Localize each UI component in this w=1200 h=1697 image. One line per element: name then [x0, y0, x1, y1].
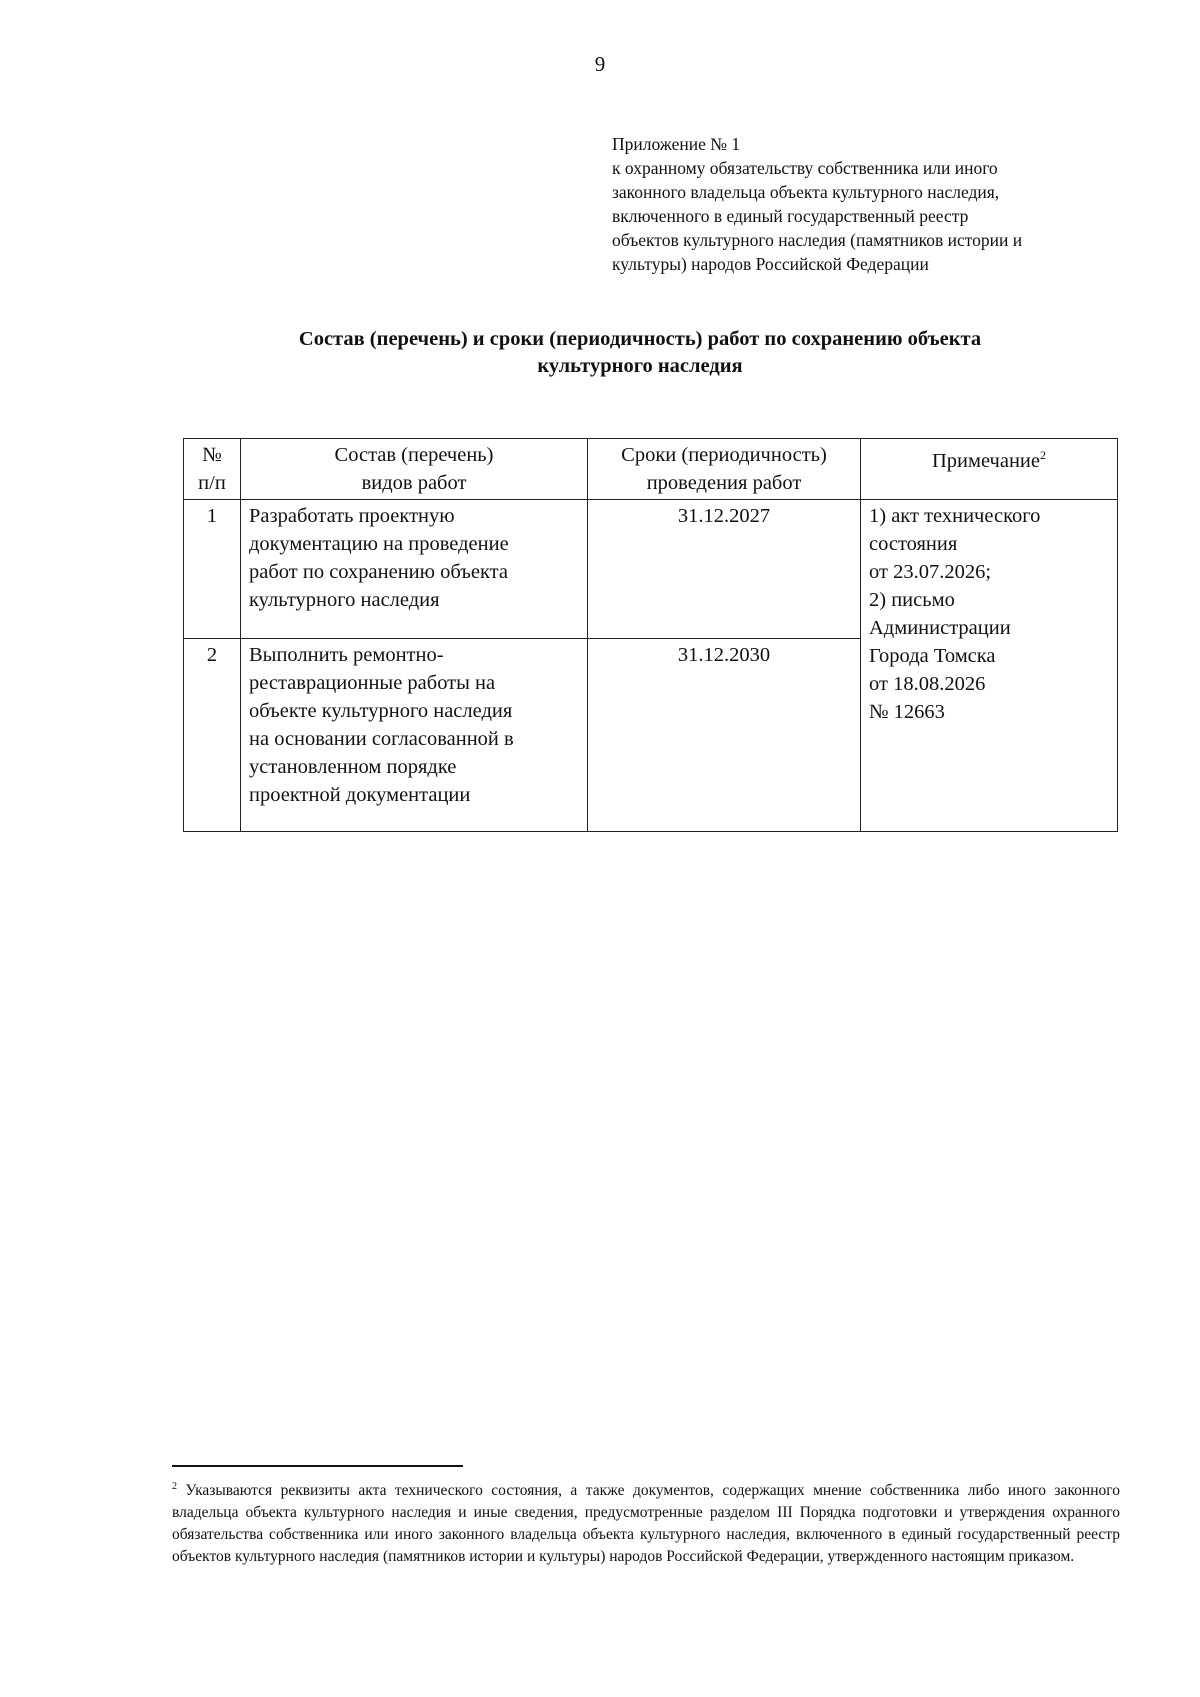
header-terms-line: Сроки (периодичность) — [621, 444, 827, 466]
note-line: Администрации — [869, 617, 1011, 639]
note-line: состояния — [869, 533, 958, 555]
composition-line: работ по сохранению объекта — [249, 561, 508, 583]
composition-line: реставрационные работы на — [249, 672, 496, 694]
header-terms — [588, 439, 861, 500]
works-table — [183, 438, 1118, 832]
header-note-label: Примечание — [931, 449, 1041, 472]
appendix-line: Приложение № 1 — [612, 134, 741, 154]
title-line: культурного наследия — [537, 355, 743, 377]
header-num — [184, 439, 241, 500]
appendix-line: включенного в единый государственный реестр — [612, 206, 969, 226]
appendix-line: к охранному обязательству собственника или иного — [612, 158, 998, 178]
header-terms-line: проведения работ — [646, 472, 802, 494]
row-num: 1 — [184, 500, 241, 639]
table-row — [184, 500, 1118, 639]
document-title — [160, 326, 1120, 380]
footnote-marker: 2 — [172, 1481, 177, 1492]
page-number: 9 — [594, 52, 606, 76]
header-note — [861, 439, 1118, 500]
note-line: 1) акт технического — [869, 505, 1041, 527]
appendix-line: объектов культурного наследия (памятников истории и — [612, 230, 1023, 250]
table-header-row — [184, 439, 1118, 500]
composition-line: Разработать проектную — [249, 505, 455, 527]
note-cell — [861, 500, 1118, 832]
appendix-line: законного владельца объекта культурного наследия, — [612, 182, 1000, 202]
row-term: 31.12.2030 — [588, 639, 861, 832]
composition-line: проектной документации — [249, 784, 471, 806]
composition-line: Выполнить ремонтно- — [249, 644, 444, 666]
composition-line: объекте культурного наследия — [249, 700, 513, 722]
header-composition-line: Состав (перечень) — [334, 444, 494, 466]
row-num: 2 — [184, 639, 241, 832]
note-line: Города Томска — [869, 645, 996, 667]
footnote-ref: 2 — [1040, 448, 1047, 462]
header-composition-line: видов работ — [361, 472, 467, 494]
row-term: 31.12.2027 — [588, 500, 861, 639]
row-composition — [241, 500, 588, 639]
note-line: от 23.07.2026; — [869, 561, 992, 583]
footnote-text: Указываются реквизиты акта технического состояния, а также документов, содержащих мнение собственника либо иного законного владельца объекта культурного наследия и иные сведения, предусмотренные разделом III Порядка подготовки и утверждения охранного обязательства собственника или иного законного владельца объекта культурного наследия, включенного в единый государственный реестр объектов культурного наследия (памятников истории и культуры) народов Российской Федерации, утвержденного настоящим приказом. — [172, 1482, 1120, 1566]
appendix-header — [612, 132, 1132, 276]
note-line: № 12663 — [869, 701, 945, 723]
composition-line: установленном порядке — [249, 756, 457, 778]
appendix-line: культуры) народов Российской Федерации — [612, 254, 929, 274]
footnote-divider — [172, 1465, 463, 1467]
header-num-line: п/п — [198, 472, 226, 494]
composition-line: на основании согласованной в — [249, 728, 514, 750]
header-num-line: № — [202, 444, 222, 466]
footnote — [172, 1476, 1120, 1568]
note-line: от 18.08.2026 — [869, 673, 986, 695]
note-line: 2) письмо — [869, 589, 955, 611]
header-composition — [241, 439, 588, 500]
row-composition — [241, 639, 588, 832]
title-line: Состав (перечень) и сроки (периодичность) работ по сохранению объекта — [298, 328, 982, 350]
composition-line: документацию на проведение — [249, 533, 509, 555]
composition-line: культурного наследия — [249, 589, 440, 611]
